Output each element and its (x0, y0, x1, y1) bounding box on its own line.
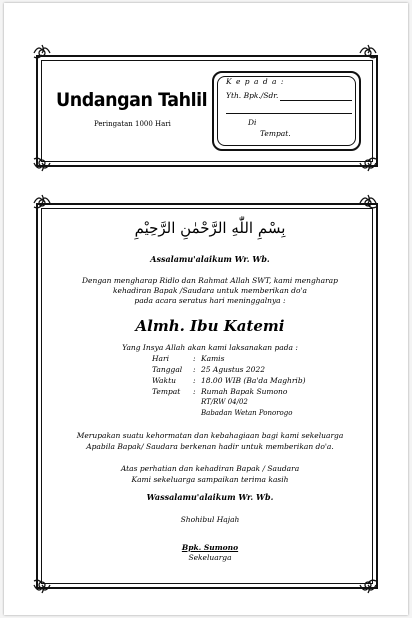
recipient-name-line (280, 100, 352, 101)
schedule-sep: : (193, 365, 196, 374)
corner-ornament-icon (358, 193, 378, 213)
closing-greeting: Wassalamu'alaikum Wr. Wb. (146, 492, 274, 502)
invitation-page (4, 3, 408, 615)
corner-ornament-icon (358, 153, 378, 173)
recipient-di-label: Di (248, 118, 257, 127)
address-line-1: RT/RW 04/02 (201, 398, 248, 406)
recipient-tempat-label: Tempat. (260, 129, 291, 138)
schedule-value: Kamis (201, 354, 225, 363)
schedule-value: 25 Agustus 2022 (201, 365, 265, 374)
closing-line-2: Apabila Bapak/ Saudara berkenan hadir untuk memberikan do'a. (86, 442, 334, 451)
schedule-sep: : (193, 354, 196, 363)
host-family: Sekeluarga (188, 553, 232, 562)
schedule-sep: : (193, 387, 196, 396)
corner-ornament-icon (32, 43, 52, 63)
corner-ornament-icon (358, 575, 378, 595)
schedule-label: Tanggal (152, 365, 183, 374)
recipient-yth-label: Yth. Bpk./Sdr. (226, 91, 279, 100)
schedule-sep: : (193, 376, 196, 385)
recipient-address-line (226, 113, 352, 114)
intro-line-1: Dengan mengharap Ridlo dan Rahmat Allah SWT, kami mengharap (82, 276, 338, 285)
corner-ornament-icon (32, 575, 52, 595)
schedule-label: Waktu (152, 376, 176, 385)
schedule-intro: Yang Insya Allah akan kami laksanakan pada : (122, 343, 298, 352)
deceased-name: Almh. Ibu Katemi (135, 317, 285, 335)
schedule-value: 18.00 WIB (Ba'da Maghrib) (201, 376, 306, 385)
closing-line-1: Merupakan suatu kehormatan dan kebahagiaan bagi kami sekeluarga (76, 431, 344, 440)
schedule-label: Hari (152, 354, 169, 363)
thanks-line-1: Atas perhatian dan kehadiran Bapak / Saudara (120, 464, 300, 473)
recipient-kepada-label: K e p a d a : (226, 77, 285, 86)
host-name: Bpk. Sumono (181, 543, 239, 552)
corner-ornament-icon (358, 43, 378, 63)
corner-ornament-icon (32, 193, 52, 213)
host-label: Shohibul Hajah (180, 515, 240, 524)
intro-line-3: pada acara seratus hari meninggalnya : (134, 296, 286, 305)
intro-line-2: kehadiran Bapak /Saudara untuk memberikan do'a (112, 286, 308, 295)
schedule-label: Tempat (152, 387, 181, 396)
thanks-line-2: Kami sekeluarga sampaikan terima kasih (131, 475, 289, 484)
invitation-title: Undangan Tahlil (56, 89, 208, 111)
opening-greeting: Assalamu'alaikum Wr. Wb. (150, 254, 270, 264)
invitation-subtitle: Peringatan 1000 Hari (94, 120, 171, 128)
schedule-value: Rumah Bapak Sumono (201, 387, 288, 396)
basmalah: بِسْمِ اللّٰهِ الرَّحْمٰنِ الرَّحِيْمِ (134, 219, 286, 237)
address-line-2: Babadan Wetan Ponorogo (201, 409, 293, 417)
corner-ornament-icon (32, 153, 52, 173)
